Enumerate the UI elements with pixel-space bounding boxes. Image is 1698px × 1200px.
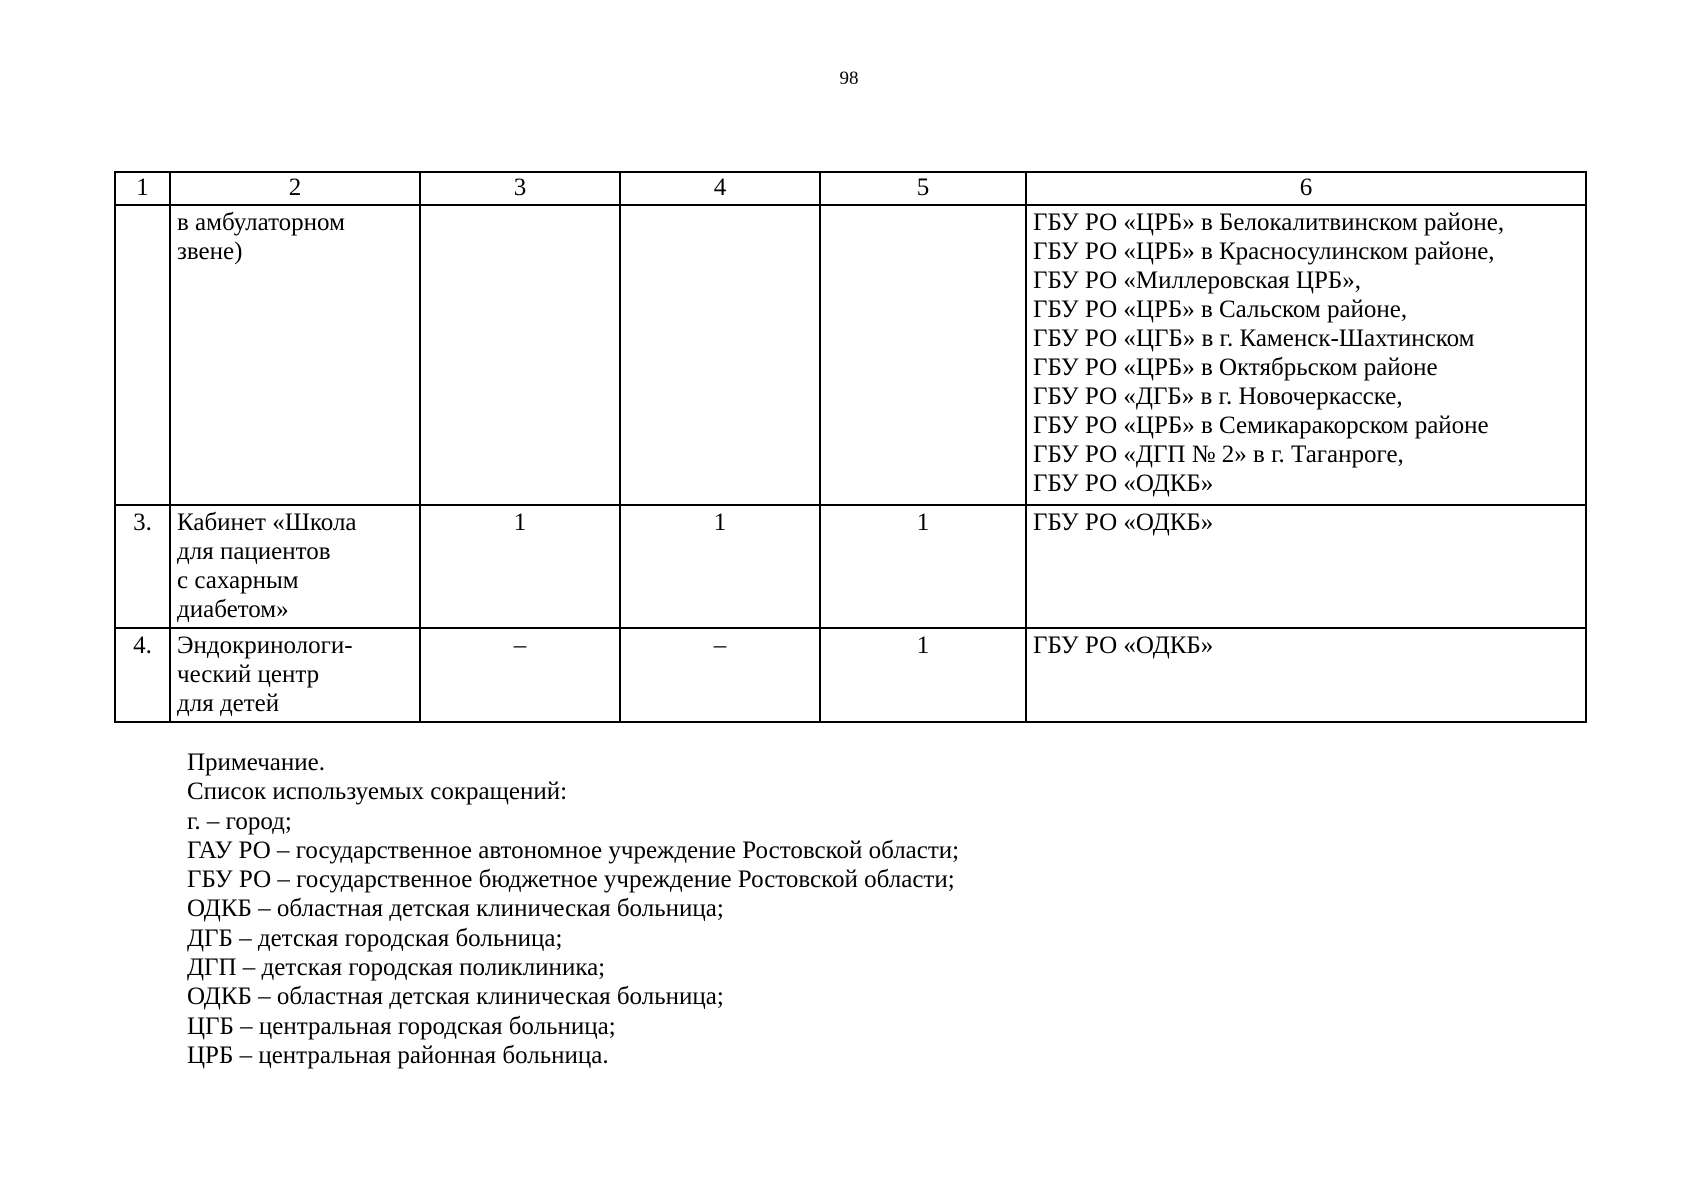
data-table xyxy=(114,171,1587,723)
row-number-cell xyxy=(115,205,170,505)
abbreviation-item: ЦРБ – центральная районная больница. xyxy=(187,1041,609,1069)
abbreviation-item: ОДКБ – областная детская клиническая больница; xyxy=(187,983,724,1011)
abbreviation-item: ГБУ РО – государственное бюджетное учреждение Ростовской области; xyxy=(187,866,955,894)
column-header: 4 xyxy=(620,172,820,205)
institutions-cell: ГБУ РО «ЦРБ» в Белокалитвинском районе, ГБУ РО «ЦРБ» в Красносулинском районе, ГБУ РО «Миллеровская ЦРБ», ГБУ РО «ЦРБ» в Сальском районе, ГБУ РО «ЦГБ» в г. Каменск-Шахтинском ГБУ РО «ЦРБ» в Октябрьском районе ГБУ РО «ДГБ» в г. Новочеркасске, ГБУ РО «ЦРБ» в Семикаракорском районе ГБУ РО «ДГП № 2» в г. Таганроге, ГБУ РО «ОДКБ» xyxy=(1026,205,1586,505)
abbreviation-item: ДГП – детская городская поликлиника; xyxy=(187,954,606,982)
notes-section xyxy=(187,748,1487,1070)
row-number-cell: 3. xyxy=(115,505,170,628)
table-cell xyxy=(420,205,620,505)
table-cell: – xyxy=(620,628,820,722)
notes-subtitle: Список используемых сокращений: xyxy=(187,778,568,806)
abbreviation-item: ЦГБ – центральная городская больница; xyxy=(187,1012,616,1040)
column-header: 5 xyxy=(820,172,1026,205)
table-cell: 1 xyxy=(820,628,1026,722)
row-name-cell: в амбулаторном звене) xyxy=(170,205,420,505)
page-number: 98 xyxy=(839,68,859,89)
table-cell: 1 xyxy=(820,505,1026,628)
table-cell xyxy=(620,205,820,505)
table-row xyxy=(115,505,1586,628)
column-header: 1 xyxy=(115,172,170,205)
institutions-cell: ГБУ РО «ОДКБ» xyxy=(1026,505,1586,628)
column-header: 6 xyxy=(1026,172,1586,205)
abbreviation-item: г. – город; xyxy=(187,807,292,835)
table-row xyxy=(115,628,1586,722)
column-header: 2 xyxy=(170,172,420,205)
table-cell: 1 xyxy=(620,505,820,628)
abbreviation-item: ГАУ РО – государственное автономное учреждение Ростовской области; xyxy=(187,836,960,864)
notes-title: Примечание. xyxy=(187,749,326,776)
row-name-cell: Эндокринологи- ческий центр для детей xyxy=(170,628,420,722)
table-cell: – xyxy=(420,628,620,722)
table-row xyxy=(115,205,1586,505)
row-number-cell: 4. xyxy=(115,628,170,722)
column-header: 3 xyxy=(420,172,620,205)
table-cell: 1 xyxy=(420,505,620,628)
institutions-cell: ГБУ РО «ОДКБ» xyxy=(1026,628,1586,722)
row-name-cell: Кабинет «Школа для пациентов с сахарным диабетом» xyxy=(170,505,420,628)
abbreviation-item: ОДКБ – областная детская клиническая больница; xyxy=(187,895,724,923)
abbreviation-item: ДГБ – детская городская больница; xyxy=(187,924,563,952)
table-cell xyxy=(820,205,1026,505)
table-header-row xyxy=(115,172,1586,205)
